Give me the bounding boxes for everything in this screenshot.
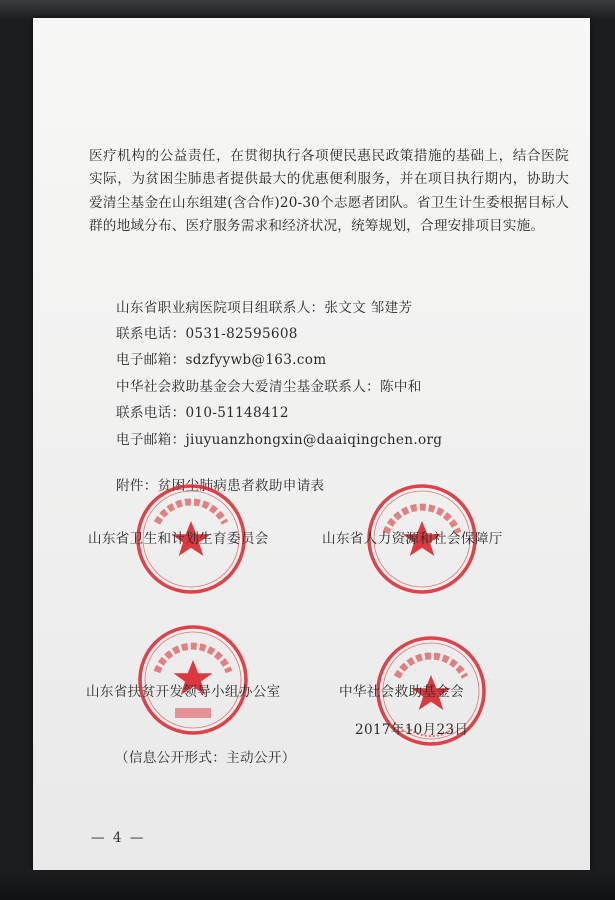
attachment-line: 附件：贫困尘肺病患者救助申请表 xyxy=(116,478,325,494)
issue-date: 2017年10月23日 xyxy=(355,722,469,738)
hospital-email: 电子邮箱：sdzfyywb@163.com xyxy=(116,352,327,368)
page-number: — 4 — xyxy=(91,830,146,846)
body-paragraph: 医疗机构的公益责任，在贯彻执行各项便民惠民政策措施的基础上，结合医院实际，为贫困尘肺患者提供最大的优惠便利服务，并在项目执行期内，协助大爱清尘基金在山东组建(含合作)20-30个志愿者团队。省卫生计生委根据目标人群的地域分布、医疗服务需求和经济状况，统筹规划，合理安排项目实施。 xyxy=(89,148,569,235)
document-page xyxy=(33,18,590,880)
bottom-background xyxy=(0,870,615,900)
hospital-contact: 山东省职业病医院项目组联系人：张文文 邹建芳 xyxy=(116,300,413,316)
disclosure-note: （信息公开形式：主动公开） xyxy=(115,750,296,766)
fund-phone: 联系电话：010-51148412 xyxy=(116,405,289,421)
top-background xyxy=(0,0,615,20)
hospital-phone: 联系电话：0531-82595608 xyxy=(116,326,298,342)
fund-email: 电子邮箱：jiuyuanzhongxin@daaiqingchen.org xyxy=(116,432,443,448)
signatory-poverty-alleviation-office: 山东省扶贫开发领导小组办公室 xyxy=(86,684,281,700)
signatory-social-assistance-foundation: 中华社会救助基金会 xyxy=(339,684,465,700)
signatory-health-commission: 山东省卫生和计划生育委员会 xyxy=(88,531,269,547)
signatory-hr-social-security: 山东省人力资源和社会保障厅 xyxy=(322,531,503,547)
fund-contact: 中华社会救助基金会大爱清尘基金联系人：陈中和 xyxy=(116,379,422,395)
